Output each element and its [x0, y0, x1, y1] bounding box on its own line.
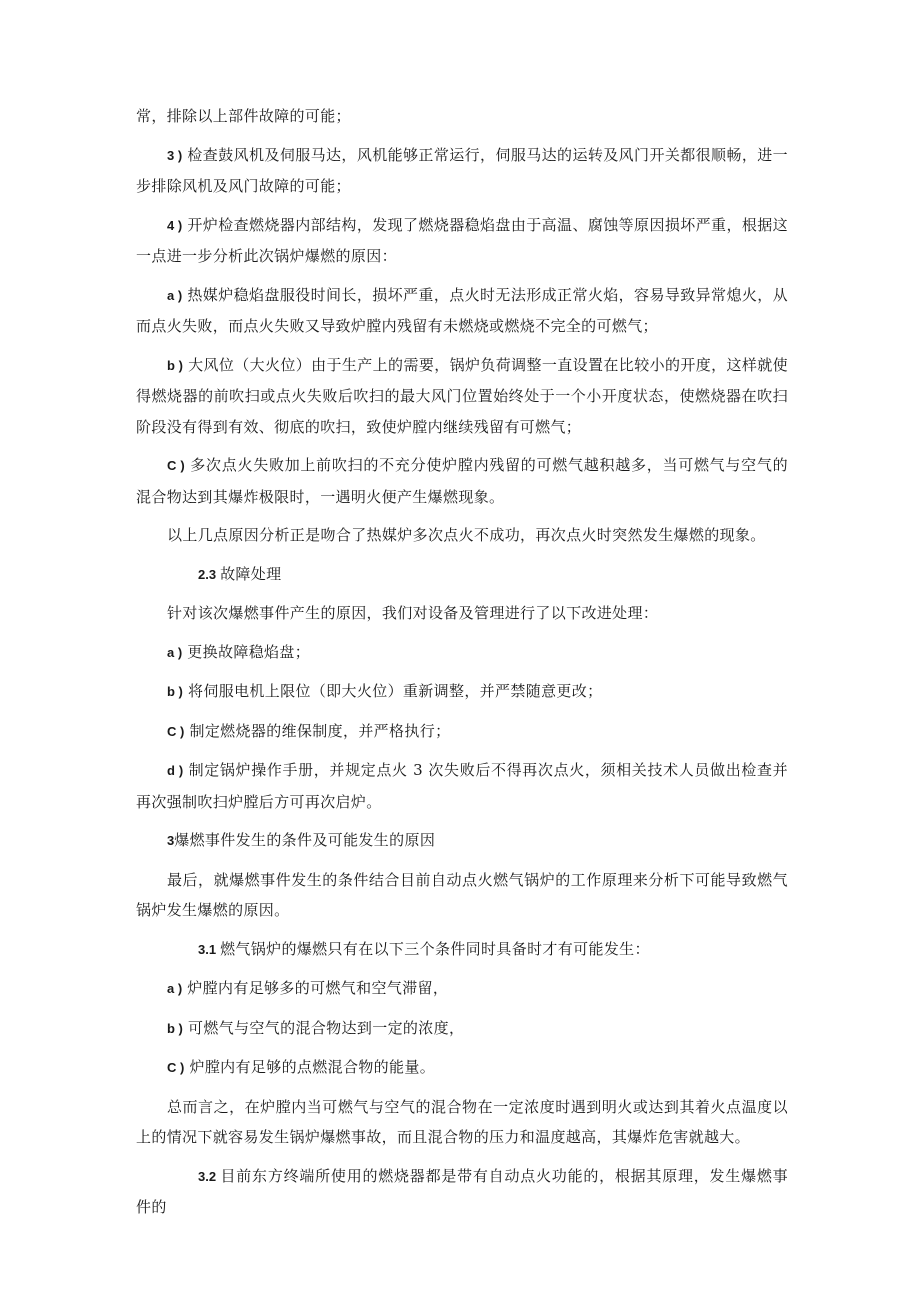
paragraph-text: 检查鼓风机及伺服马达，风机能够正常运行，伺服马达的运转及风门开关都很顺畅，进一步排除风机及风门故障的可能； — [136, 145, 789, 195]
section-number: 2.3 — [198, 566, 217, 582]
item-label: b ) — [167, 357, 183, 373]
paragraph-text: 热媒炉稳焰盘服役时间长，损坏严重，点火时无法形成正常火焰，容易导致异常熄火，从而点火失败，而点火失败又导致炉膛内残留有未燃烧或燃烧不完全的可燃气； — [136, 285, 789, 335]
section-heading-3-1 — [136, 934, 788, 966]
paragraph-text: 最后，就爆燃事件发生的条件结合目前自动点火燃气锅炉的工作原理来分析下可能导致燃气锅炉发生爆燃的原因。 — [136, 870, 788, 919]
item-label: b ) — [167, 684, 183, 699]
item-label: 3 ) — [167, 147, 183, 163]
list-item-cause-a — [136, 280, 788, 342]
list-item-fix-a — [136, 637, 788, 669]
paragraph-conclusion — [136, 1092, 788, 1153]
paragraph-text: 将伺服电机上限位（即大火位）重新调整，并严禁随意更改； — [188, 682, 603, 700]
paragraph-text: 以上几点原因分析正是吻合了热媒炉多次点火不成功，再次点火时突然发生爆燃的现象。 — [167, 526, 766, 544]
list-item-fix-b — [136, 676, 788, 708]
paragraph-text: 目前东方终端所使用的燃烧器都是带有自动点火功能的，根据其原理，发生爆燃事件的 — [136, 1166, 788, 1216]
paragraph-text: 开炉检查燃烧器内部结构，发现了燃烧器稳焰盘由于高温、腐蚀等原因损坏严重，根据这一点进一步分析此次锅炉爆燃的原因： — [136, 215, 789, 265]
paragraph-text: 大风位（大火位）由于生产上的需要，锅炉负荷调整一直设置在比较小的开度，这样就使得燃烧器的前吹扫或点火失败后吹扫的最大风门位置始终处于一个小开度状态，使燃烧器在吹扫阶段没有得到有效、彻底的吹扫，致使炉膛内继续残留有可燃气； — [136, 355, 788, 436]
paragraph-text: 多次点火失败加上前吹扫的不充分使炉膛内残留的可燃气越积越多，当可燃气与空气的混合物达到其爆炸极限时，一遇明火便产生爆燃现象。 — [136, 456, 788, 506]
list-item-fix-c — [136, 716, 788, 748]
section-number: 3.2 — [198, 1168, 217, 1184]
item-label: a ) — [167, 287, 183, 303]
section-title: 燃气锅炉的爆燃只有在以下三个条件同时具备时才有可能发生： — [220, 939, 650, 958]
list-item-cause-c — [136, 450, 788, 512]
paragraph-continuation — [136, 101, 788, 132]
item-label: 4 ) — [167, 217, 183, 233]
paragraph-text: 更换故障稳焰盘； — [187, 642, 311, 661]
item-label: b ) — [167, 1020, 183, 1036]
section-title: 爆燃事件发生的条件及可能发生的原因 — [174, 831, 436, 849]
list-item-condition-b — [136, 1013, 788, 1045]
paragraph-text: 制定燃烧器的维保制度，并严格执行； — [189, 721, 451, 740]
section-heading-3-2 — [136, 1161, 788, 1223]
paragraph-analysis — [136, 865, 788, 926]
section-heading-2-3 — [136, 559, 788, 591]
item-label: C ) — [167, 458, 185, 473]
document-page — [136, 101, 788, 1223]
section-number: 3.1 — [198, 941, 217, 957]
paragraph-text: 可燃气与空气的混合物达到一定的浓度， — [188, 1018, 465, 1037]
paragraph-text: 针对该次爆燃事件产生的原因，我们对设备及管理进行了以下改进处理： — [167, 604, 659, 622]
item-label: C ) — [167, 723, 185, 739]
list-item-cause-b — [136, 350, 788, 443]
item-label: a ) — [167, 981, 183, 996]
list-item-step-4 — [136, 210, 788, 272]
item-label: C ) — [167, 1060, 185, 1075]
paragraph-text: 制定锅炉操作手册，并规定点火 3 次失败后不得再次点火，须相关技术人员做出检查并再次强制吹扫炉膛后方可再次启炉。 — [136, 761, 788, 811]
list-item-fix-d — [136, 755, 788, 817]
list-item-condition-c — [136, 1052, 788, 1084]
list-item-condition-a — [136, 973, 788, 1005]
paragraph-text: 炉膛内有足够多的可燃气和空气滞留， — [187, 979, 449, 997]
list-item-step-3 — [136, 140, 788, 202]
item-label: a ) — [167, 644, 183, 660]
section-number: 3 — [167, 833, 175, 848]
paragraph-text: 炉膛内有足够的点燃混合物的能量。 — [189, 1058, 436, 1076]
section-title: 故障处理 — [220, 564, 282, 583]
paragraph-summary — [136, 520, 788, 551]
paragraph-intro — [136, 598, 788, 629]
paragraph-text: 常，排除以上部件故障的可能； — [136, 107, 351, 125]
item-label: d ) — [167, 763, 184, 778]
paragraph-text: 总而言之，在炉膛内当可燃气与空气的混合物在一定浓度时遇到明火或达到其着火点温度以上的情况下就容易发生锅炉爆燃事故，而且混合物的压力和温度越高，其爆炸危害就越大。 — [136, 1097, 788, 1146]
section-heading-3 — [136, 825, 788, 857]
